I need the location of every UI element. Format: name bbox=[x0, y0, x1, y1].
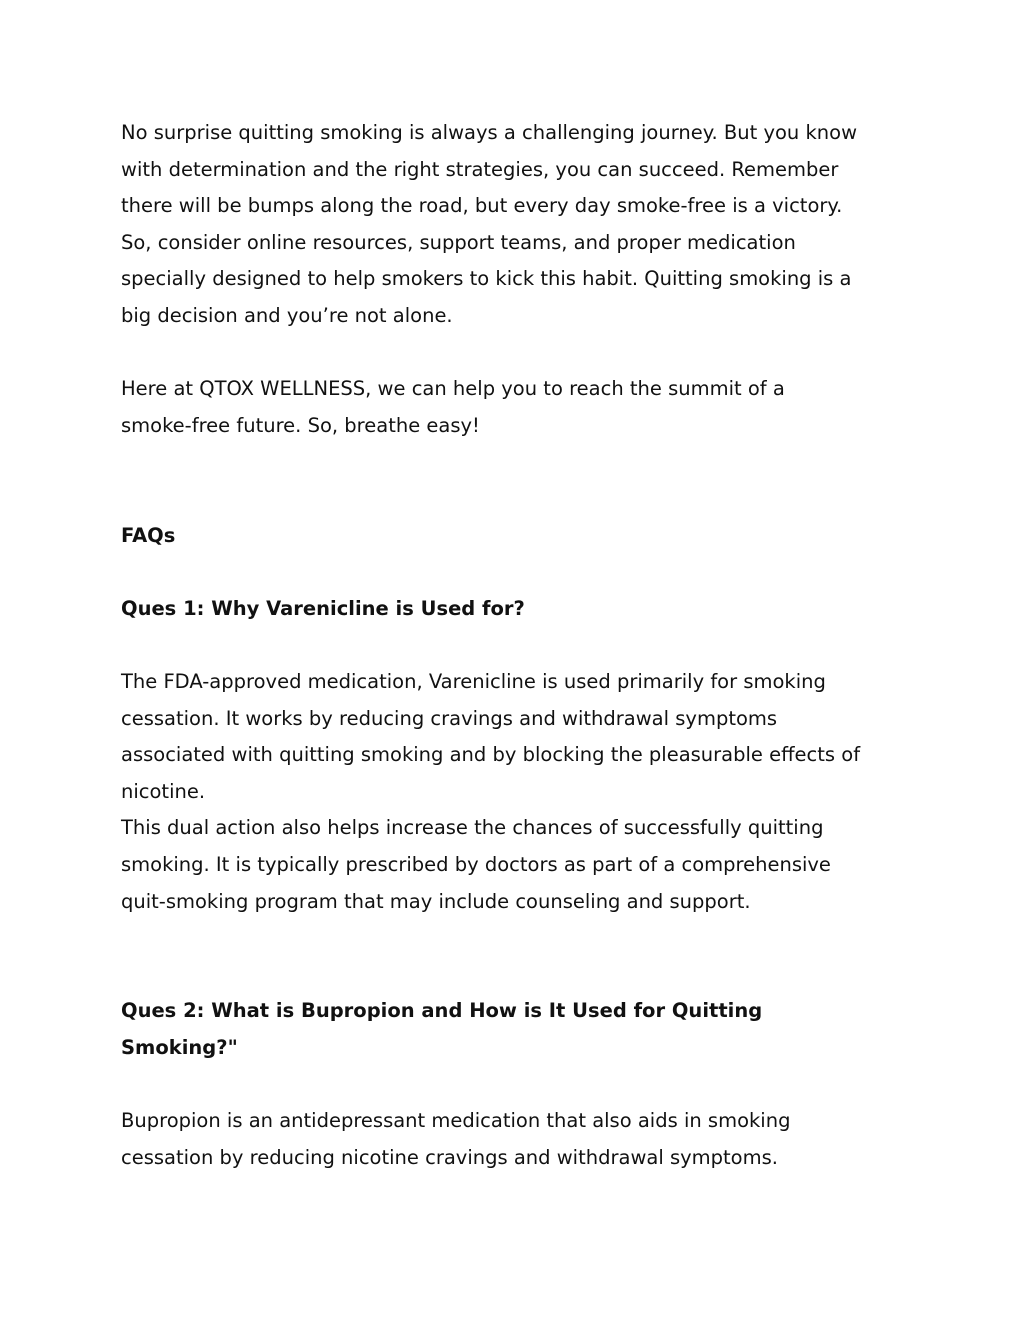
faq-answer-1: The FDA-approved medication, Varenicline is used primarily for smoking cessation. It works by reducing cravings and withdrawal symptoms associated with quitting smoking and by blocking the pleasurable effects of nicotine. This dual action also helps increase the chances of successfully quitting smoking. It is typically prescribed by doctors as part of a comprehensive quit-smoking program that may include counseling and support. bbox=[121, 670, 861, 913]
faq-answer-2: Bupropion is an antidepressant medication that also aids in smoking cessation by reducing nicotine cravings and withdrawal symptoms. bbox=[121, 1109, 791, 1169]
faq-question-2: Ques 2: What is Bupropion and How is It Used for Quitting Smoking?" bbox=[121, 999, 763, 1059]
qtox-paragraph: Here at QTOX WELLNESS, we can help you to reach the summit of a smoke-free future. So, breathe easy! bbox=[121, 377, 785, 437]
intro-paragraph: No surprise quitting smoking is always a challenging journey. But you know with determination and the right strategies, you can succeed. Remember there will be bumps along the road, but every day smoke-free is a victory. So, consider online resources, support teams, and proper medication specially designed to help smokers to kick this habit. Quitting smoking is a big decision and you’re not alone. bbox=[121, 121, 858, 327]
faqs-heading: FAQs bbox=[121, 524, 176, 547]
faq-question-1: Ques 1: Why Varenicline is Used for? bbox=[121, 597, 525, 620]
